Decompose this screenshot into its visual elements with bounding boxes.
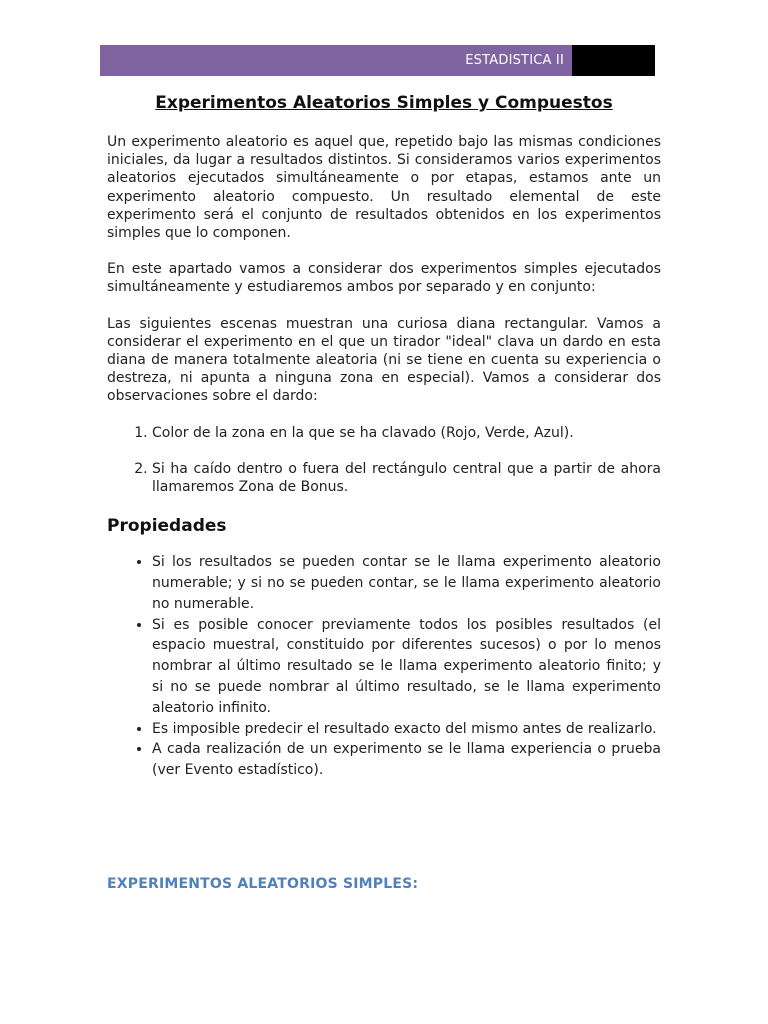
list-item: 2. Si ha caído dentro o fuera del rectángulo central que a partir de ahora llamaremos Zona de Bonus. bbox=[152, 460, 661, 496]
properties-heading: Propiedades bbox=[107, 516, 227, 537]
list-item: • Si es posible conocer previamente todos los posibles resultados (el espacio muestral, constituido por diferentes sucesos) o por lo menos nombrar al último resultado se le llama experimento aleatorio finito; y si no se puede nombrar al último resultado, se le llama experimento aleatorio infinito. bbox=[152, 615, 661, 719]
document-title: Experimentos Aleatorios Simples y Compuestos bbox=[155, 93, 613, 113]
observations-list bbox=[107, 424, 661, 497]
list-item: • A cada realización de un experimento se le llama experiencia o prueba (ver Evento estadístico). bbox=[152, 739, 661, 781]
page-header-bar bbox=[100, 45, 655, 76]
list-item: • Es imposible predecir el resultado exacto del mismo antes de realizarlo. bbox=[152, 719, 661, 740]
intro-paragraph: Un experimento aleatorio es aquel que, repetido bajo las mismas condiciones iniciales, da lugar a resultados distintos. Si consideramos varios experimentos aleatorios ejecutados simultáneamente o por etapas, estamos ante un experimento aleatorio compuesto. Un resultado elemental de este experimento será el conjunto de resultados obtenidos en los experimentos simples que lo componen. bbox=[107, 134, 661, 242]
header-black-block bbox=[572, 45, 655, 76]
section-heading-simple-experiments: EXPERIMENTOS ALEATORIOS SIMPLES: bbox=[107, 876, 419, 892]
header-label: ESTADISTICA II bbox=[100, 45, 572, 76]
approach-paragraph: En este apartado vamos a considerar dos experimentos simples ejecutados simultáneamente y estudiaremos ambos por separado y en conjunto: bbox=[107, 261, 661, 296]
list-item: 1. Color de la zona en la que se ha clavado (Rojo, Verde, Azul). bbox=[152, 424, 661, 442]
properties-list bbox=[107, 552, 661, 781]
document-body bbox=[107, 91, 661, 781]
target-paragraph: Las siguientes escenas muestran una curiosa diana rectangular. Vamos a considerar el experimento en el que un tirador "ideal" clava un dardo en esta diana de manera totalmente aleatoria (ni se tiene en cuenta su experiencia o destreza, ni apunta a ninguna zona en especial). Vamos a considerar dos observaciones sobre el dardo: bbox=[107, 315, 661, 405]
list-item: • Si los resultados se pueden contar se le llama experimento aleatorio numerable; y si no se pueden contar, se le llama experimento aleatorio no numerable. bbox=[152, 552, 661, 614]
